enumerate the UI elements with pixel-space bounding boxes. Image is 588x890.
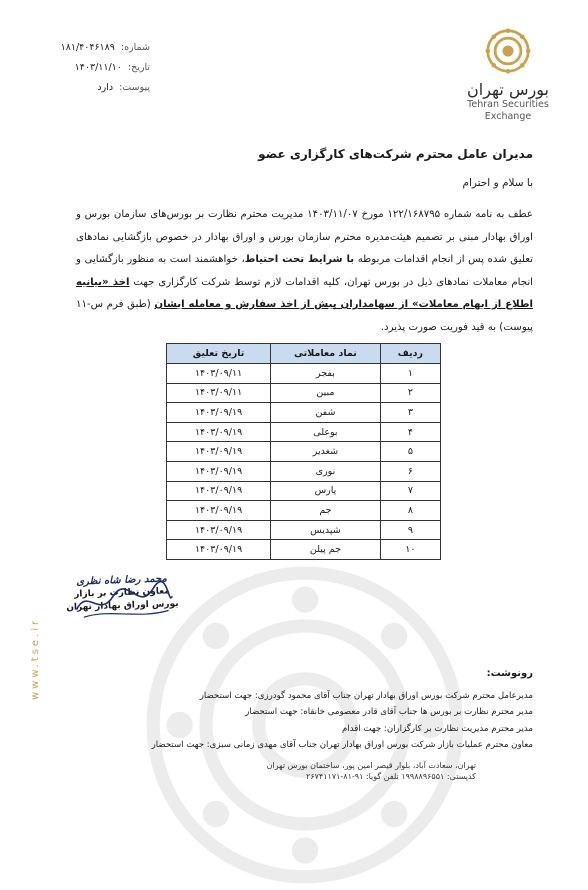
cell-suspension-date: ۱۴۰۳/۰۹/۱۹ [167, 461, 271, 481]
table-row [167, 501, 441, 521]
table-row [167, 520, 441, 540]
cell-row-number: ۵ [380, 442, 440, 462]
meta-label: پیوست: [119, 82, 150, 93]
cc-item: مدیر محترم نظارت بر بورس ها جناب آقای قادر معصومی خانقاه: جهت استحضار [245, 707, 533, 718]
cell-symbol: شپدیس [271, 520, 381, 540]
meta-number [40, 38, 150, 58]
body-bold-caution: با شرایط تحت احتیاط [244, 254, 355, 265]
table-row [167, 540, 441, 560]
cell-symbol: شغدیر [271, 442, 381, 462]
letter-greeting: با سلام و احترام [462, 177, 533, 189]
cell-symbol: بفجر [271, 364, 381, 384]
tse-logo [458, 28, 558, 123]
website-url: www.tse.ir [30, 617, 41, 700]
meta-label: شماره: [120, 42, 150, 53]
table-row [167, 383, 441, 403]
logo-en-line2: Exchange [484, 111, 532, 122]
signer-org: بورس اوراق بهادار تهران [66, 599, 179, 613]
cc-title: رونوشت: [486, 668, 533, 679]
cell-row-number: ۲ [380, 383, 440, 403]
col-header-row-number: ردیف [380, 344, 440, 364]
cell-row-number: ۸ [380, 501, 440, 521]
col-header-suspension-date: تاریخ تعلیق [167, 344, 271, 364]
logo-name: بورس تهران [467, 80, 549, 99]
cell-symbol: بوعلی [271, 422, 381, 442]
cell-symbol: جم پیلن [271, 540, 381, 560]
cell-row-number: ۳ [380, 403, 440, 423]
cell-row-number: ۷ [380, 481, 440, 501]
letter-title: مدیران عامل محترم شرکت‌های کارگزاری عضو [258, 147, 533, 161]
footer-address [116, 760, 476, 782]
table-row [167, 461, 441, 481]
cell-suspension-date: ۱۴۰۳/۰۹/۱۹ [167, 540, 271, 560]
meta-value: ۱۴۰۳/۱۱/۱۰ [74, 62, 122, 73]
cell-symbol: مبین [271, 383, 381, 403]
suspended-symbols-table [166, 343, 441, 560]
signer-name: محمد رضا شاه نظری [76, 573, 168, 588]
cell-row-number: ۱۰ [380, 540, 440, 560]
meta-date [40, 58, 150, 78]
footer-address-line: تهران، سعادت آباد، بلوار قیصر امین پور، ساختمان بورس تهران [266, 761, 476, 770]
cell-row-number: ۹ [380, 520, 440, 540]
table-row [167, 364, 441, 384]
cell-suspension-date: ۱۴۰۳/۰۹/۱۹ [167, 403, 271, 423]
cc-list [93, 688, 533, 754]
cell-symbol: نوری [271, 461, 381, 481]
letter-meta [40, 38, 150, 98]
table-row [167, 403, 441, 423]
body-part-3: (طبق فرم س-۱۱ پیوست) به قید فوریت صورت پذیرد. [76, 299, 533, 333]
body-bold-statement: اخذ «بیانیه اطلاع از ابهام معاملات» از سهامداران پیش از اخذ سفارش و معامله ایشان [76, 276, 534, 310]
cell-suspension-date: ۱۴۰۳/۰۹/۱۹ [167, 520, 271, 540]
cc-item: مدیرعامل محترم شرکت بورس اوراق بهادار تهران جناب آقای محمود گودرزی: جهت استحضار [199, 691, 533, 701]
cell-suspension-date: ۱۴۰۳/۰۹/۱۹ [167, 422, 271, 442]
table-row [167, 422, 441, 442]
meta-value: ۱۸۱/۴۰۴۶۱۸۹ [60, 42, 115, 53]
cell-suspension-date: ۱۴۰۳/۰۹/۱۱ [167, 364, 271, 384]
cell-suspension-date: ۱۴۰۳/۰۹/۱۹ [167, 501, 271, 521]
col-header-symbol: نماد معاملاتی [271, 344, 381, 364]
letter-body [76, 204, 533, 339]
meta-value: دارد [97, 82, 114, 93]
logo-en-line1: Tehran Securities [467, 99, 549, 110]
footer-postal-line: کدپستی: ۱۹۹۸۸۹۶۵۵۱ تلفن گویا: ۹۱-۸۱-۲۶۷۴۱۱۷۱ [306, 772, 476, 781]
cell-symbol: پارس [271, 481, 381, 501]
body-part-2: ، خواهشمند است به منظور بازگشایی و انجام معاملات نمادهای ذیل در بورس تهران، کلیه اقدامات لازم توسط شرکت کارگزاری جهت [76, 254, 534, 288]
cc-item: مدیر محترم مدیریت نظارت بر کارگزاران: جهت اقدام [342, 723, 533, 734]
cc-item: معاون محترم عملیات بازار شرکت بورس اوراق بهادار تهران جناب آقای مهدی زمانی سبزی: جهت استحضار [151, 740, 533, 751]
cell-suspension-date: ۱۴۰۳/۰۹/۱۹ [167, 442, 271, 462]
meta-attachment [40, 78, 150, 98]
cell-symbol: شفن [271, 403, 381, 423]
table-row [167, 481, 441, 501]
cell-row-number: ۴ [380, 422, 440, 442]
cell-row-number: ۱ [380, 364, 440, 384]
signature-block [61, 572, 182, 615]
tse-emblem-icon [485, 28, 531, 74]
cell-symbol: جم [271, 501, 381, 521]
cell-suspension-date: ۱۴۰۳/۰۹/۱۹ [167, 481, 271, 501]
handwritten-signature-icon [67, 576, 179, 630]
meta-label: تاریخ: [127, 62, 150, 73]
cell-suspension-date: ۱۴۰۳/۰۹/۱۱ [167, 383, 271, 403]
table-row [167, 442, 441, 462]
cell-row-number: ۶ [380, 461, 440, 481]
table-body [167, 364, 441, 560]
table-header-row [167, 344, 441, 364]
signer-role: معاون نظارت بر بازار [74, 586, 170, 600]
body-part-1: عطف به نامه شماره ۱۲۲/۱۶۸۷۹۵ مورخ ۱۴۰۳/۱۱/۰۷ مدیریت محترم نظارت بر بورس‌های سازمان بورس و اوراق بهادار مبنی بر تصمیم هیئت‌مدیره محترم سازمان بورس و اوراق بهادار در خصوص بازگشایی نمادهای تعلیق شده پس از انجام اقدامات مربوطه [76, 209, 533, 265]
